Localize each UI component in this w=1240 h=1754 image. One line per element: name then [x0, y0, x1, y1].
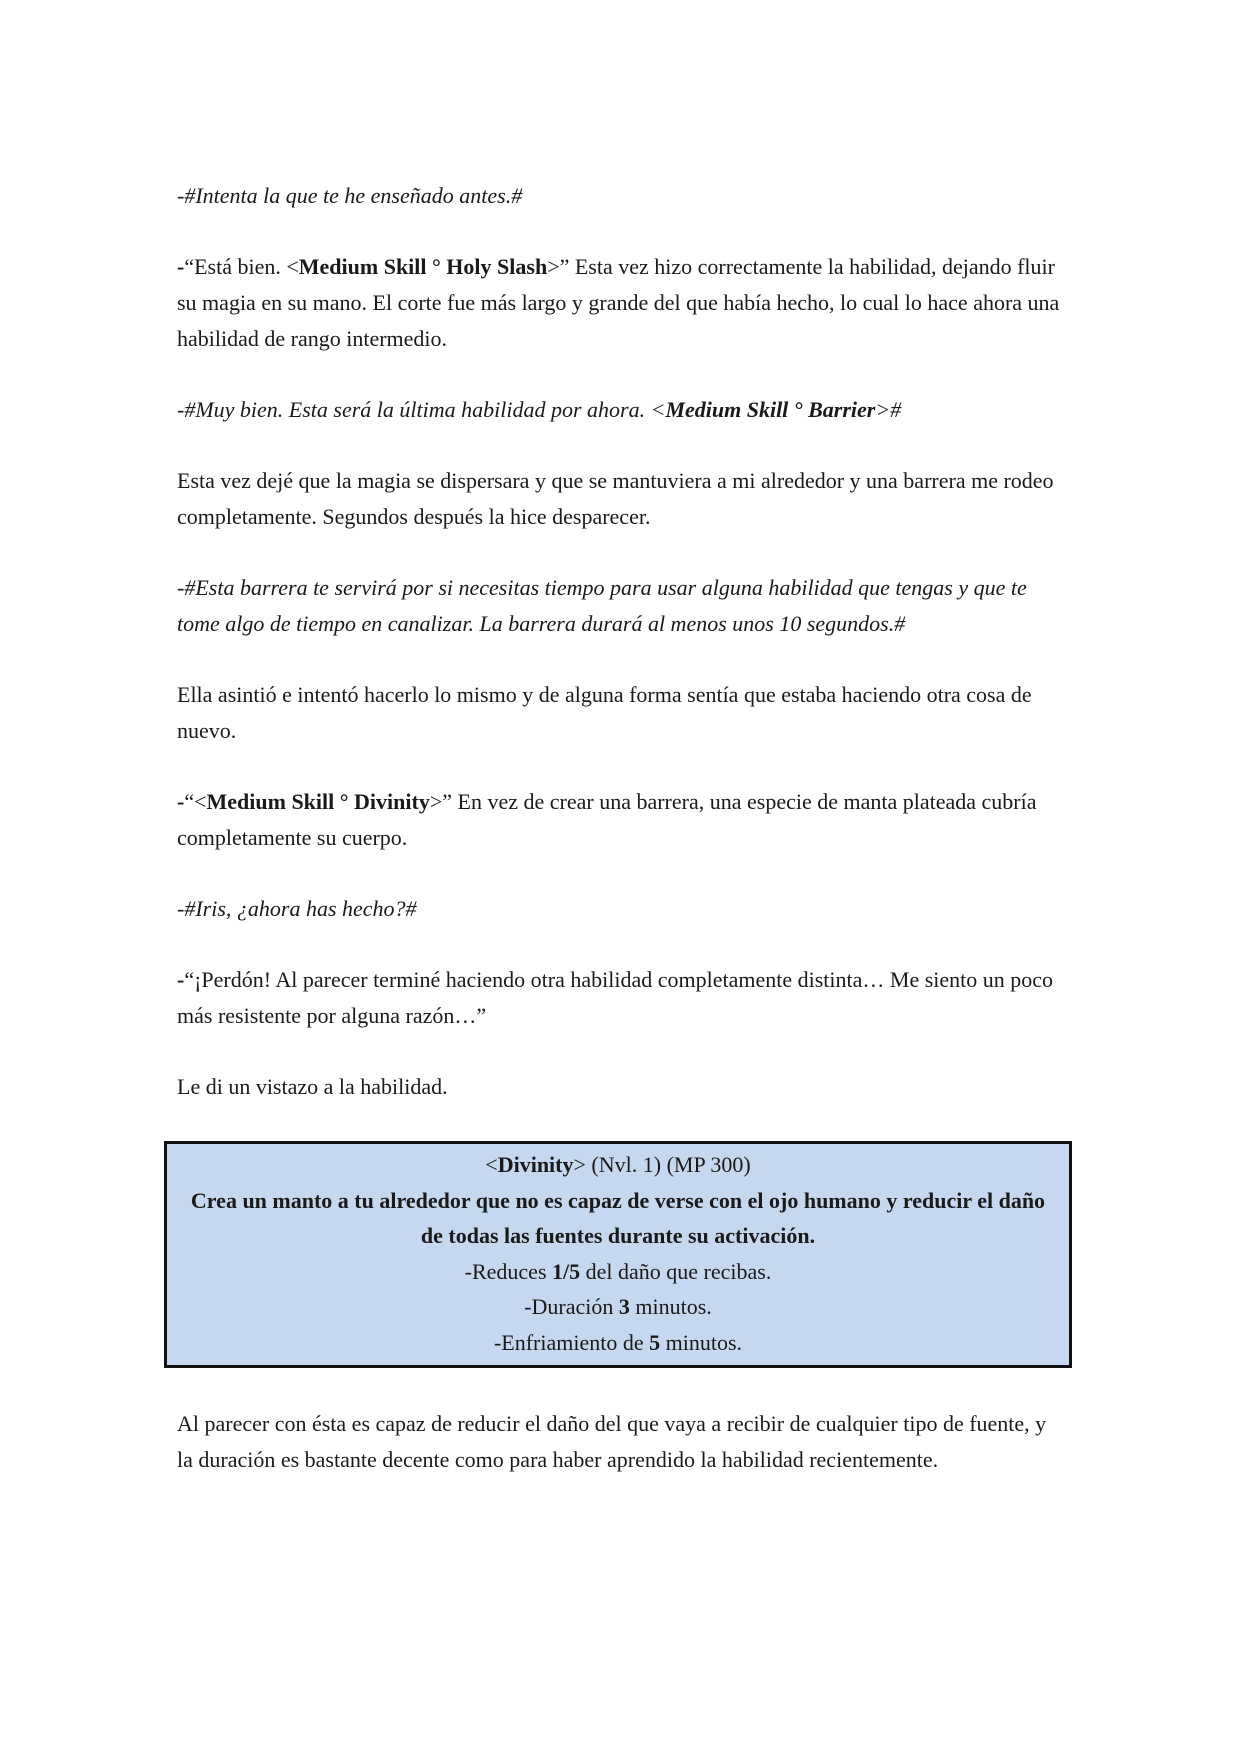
paragraph-dialogue-7 [177, 962, 1067, 1034]
skill-effect-reduction [187, 1254, 1049, 1290]
effect-text: minutos. [660, 1329, 743, 1355]
document-page [177, 178, 1067, 1513]
skill-header [187, 1147, 1049, 1183]
paragraph-dialogue-5 [177, 784, 1067, 856]
paragraph-narration-2: Ella asintió e intentó hacerlo lo mismo y de alguna forma sentía que estaba haciendo otra cosa de nuevo. [177, 682, 1032, 743]
effect-text: minutos. [629, 1294, 712, 1319]
skill-meta: (Nvl. 1) (MP 300) [585, 1152, 751, 1177]
paragraph-dialogue-1: -#Intenta la que te he enseñado antes.# [177, 183, 523, 208]
skill-name: Divinity [497, 1152, 574, 1177]
effect-text: -Reduces [464, 1258, 553, 1284]
dialogue-text-close: >” Esta vez hizo correctamente la habilidad, dejando fluir su magia en su mano. El corte fue más largo y grande del que había hecho, lo cual lo hace ahora una habilidad de rango intermedio. [177, 254, 1060, 351]
skill-info-box [164, 1141, 1072, 1368]
skill-effect-cooldown [187, 1325, 1049, 1361]
dialogue-text-close: >” En vez de crear una barrera, una especie de manta plateada cubría completamente su cuerpo. [177, 789, 1037, 850]
paragraph-narration-4: Al parecer con ésta es capaz de reducir el daño del que vaya a recibir de cualquier tipo de fuente, y la duración es bastante decente como para haber aprendido la habilidad recientemente. [177, 1411, 1047, 1472]
dialogue-text-open: -#Muy bien. Esta será la última habilidad por ahora. < [177, 397, 666, 422]
paragraph-dialogue-4: -#Esta barrera te servirá por si necesitas tiempo para usar alguna habilidad que tengas y que te tome algo de tiempo en canalizar. La barrera durará al menos unos 10 segundos.# [177, 575, 1027, 636]
dialogue-text-open: “< [184, 789, 207, 814]
effect-text: -Enfriamiento de [493, 1329, 650, 1355]
dialogue-dash: - [177, 967, 185, 992]
paragraph-dialogue-2 [177, 249, 1067, 357]
dialogue-text-open: “Está bien. < [184, 254, 299, 279]
paragraph-dialogue-3 [177, 392, 1067, 428]
paragraph-dialogue-6: -#Iris, ¿ahora has hecho?# [177, 896, 417, 921]
skill-name-divinity: Medium Skill ° Divinity [206, 789, 430, 814]
skill-effect-duration [187, 1289, 1049, 1325]
effect-text: -Duración [524, 1294, 619, 1319]
paragraph-narration-3: Le di un vistazo a la habilidad. [177, 1074, 448, 1099]
effect-value: 1/5 [552, 1258, 581, 1284]
skill-name-open: < [485, 1152, 498, 1177]
skill-description: Crea un manto a tu alrededor que no es capaz de verse con el ojo humano y reducir el daño de todas las fuentes durante su activación. [190, 1187, 1046, 1248]
effect-text: del daño que recibas. [580, 1258, 772, 1284]
effect-value: 3 [618, 1294, 630, 1319]
effect-value: 5 [649, 1329, 661, 1355]
dialogue-dash: - [177, 789, 185, 814]
skill-name-close: > [573, 1152, 586, 1177]
skill-name-holy-slash: Medium Skill ° Holy Slash [298, 254, 548, 279]
dialogue-text: “¡Perdón! Al parecer terminé haciendo otra habilidad completamente distinta… Me siento un poco más resistente por alguna razón…” [177, 967, 1054, 1028]
dialogue-text-close: ># [875, 397, 902, 422]
paragraph-narration-1: Esta vez dejé que la magia se dispersara y que se mantuviera a mi alrededor y una barrera me rodeo completamente. Segundos después la hice desparecer. [177, 468, 1054, 529]
skill-name-barrier: Medium Skill ° Barrier [665, 397, 876, 422]
dialogue-dash: - [177, 254, 185, 279]
